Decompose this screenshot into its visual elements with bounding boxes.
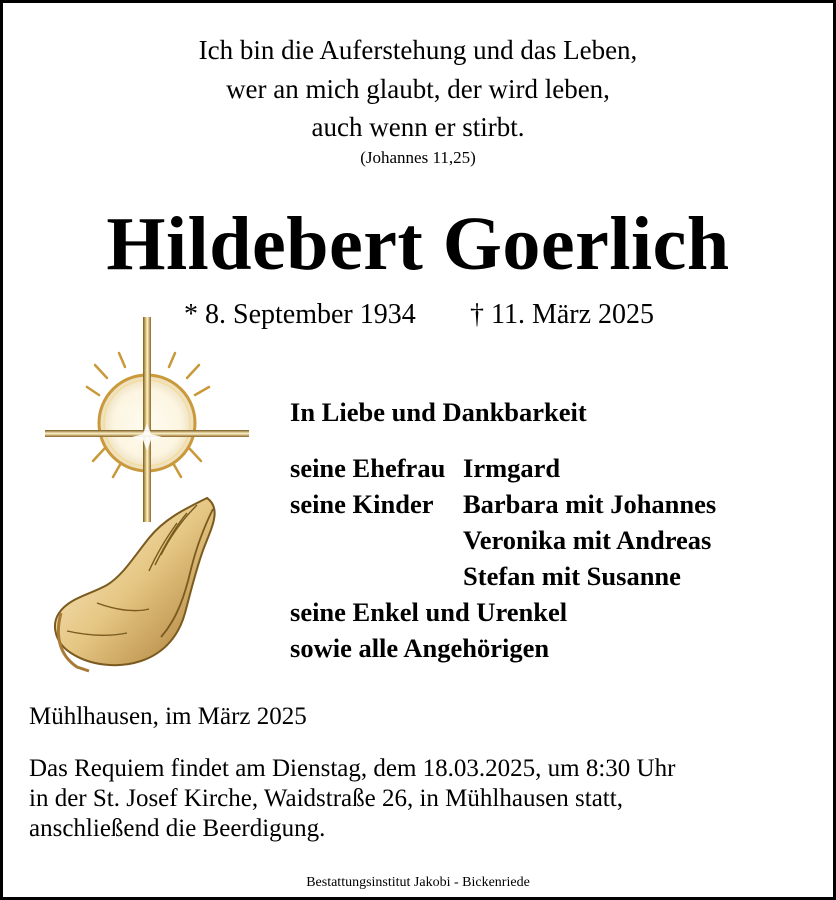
cross-with-praying-hands-icon xyxy=(37,313,257,678)
relation-label: sowie alle Angehörigen xyxy=(290,633,550,663)
verse-line: wer an mich glaubt, der wird leben, xyxy=(226,73,610,104)
death-date: † 11. März 2025 xyxy=(470,299,655,330)
requiem-line: Das Requiem findet am Dienstag, dem 18.03.2025, um 8:30 Uhr xyxy=(29,755,676,782)
requiem-line: anschließend die Beerdigung. xyxy=(29,815,326,842)
relation-label: seine Kinder xyxy=(290,489,434,519)
requiem-line: in der St. Josef Kirche, Waidstraße 26, in Mühlhausen statt, xyxy=(29,785,623,812)
verse-line: Ich bin die Auferstehung und das Leben, xyxy=(198,35,638,65)
relation-name: Veronika mit Andreas xyxy=(463,525,712,555)
verse-reference: (Johannes 11,25) xyxy=(360,148,476,167)
verse-line: auch wenn er stirbt. xyxy=(311,112,525,142)
deceased-name: Hildebert Goerlich xyxy=(106,202,730,286)
relation-name: Stefan mit Susanne xyxy=(463,561,681,591)
relation-name: Barbara mit Johannes xyxy=(463,489,717,519)
relation-name: Irmgard xyxy=(463,453,561,483)
funeral-home-credit: Bestattungsinstitut Jakobi - Bickenriede xyxy=(306,875,530,890)
place-date: Mühlhausen, im März 2025 xyxy=(29,703,307,730)
bible-verse xyxy=(3,31,833,147)
mourners-intro: In Liebe und Dankbarkeit xyxy=(290,397,587,427)
relation-label: seine Ehefrau xyxy=(290,453,446,483)
birth-date: * 8. September 1934 xyxy=(184,299,416,330)
relation-label: seine Enkel und Urenkel xyxy=(290,597,568,627)
